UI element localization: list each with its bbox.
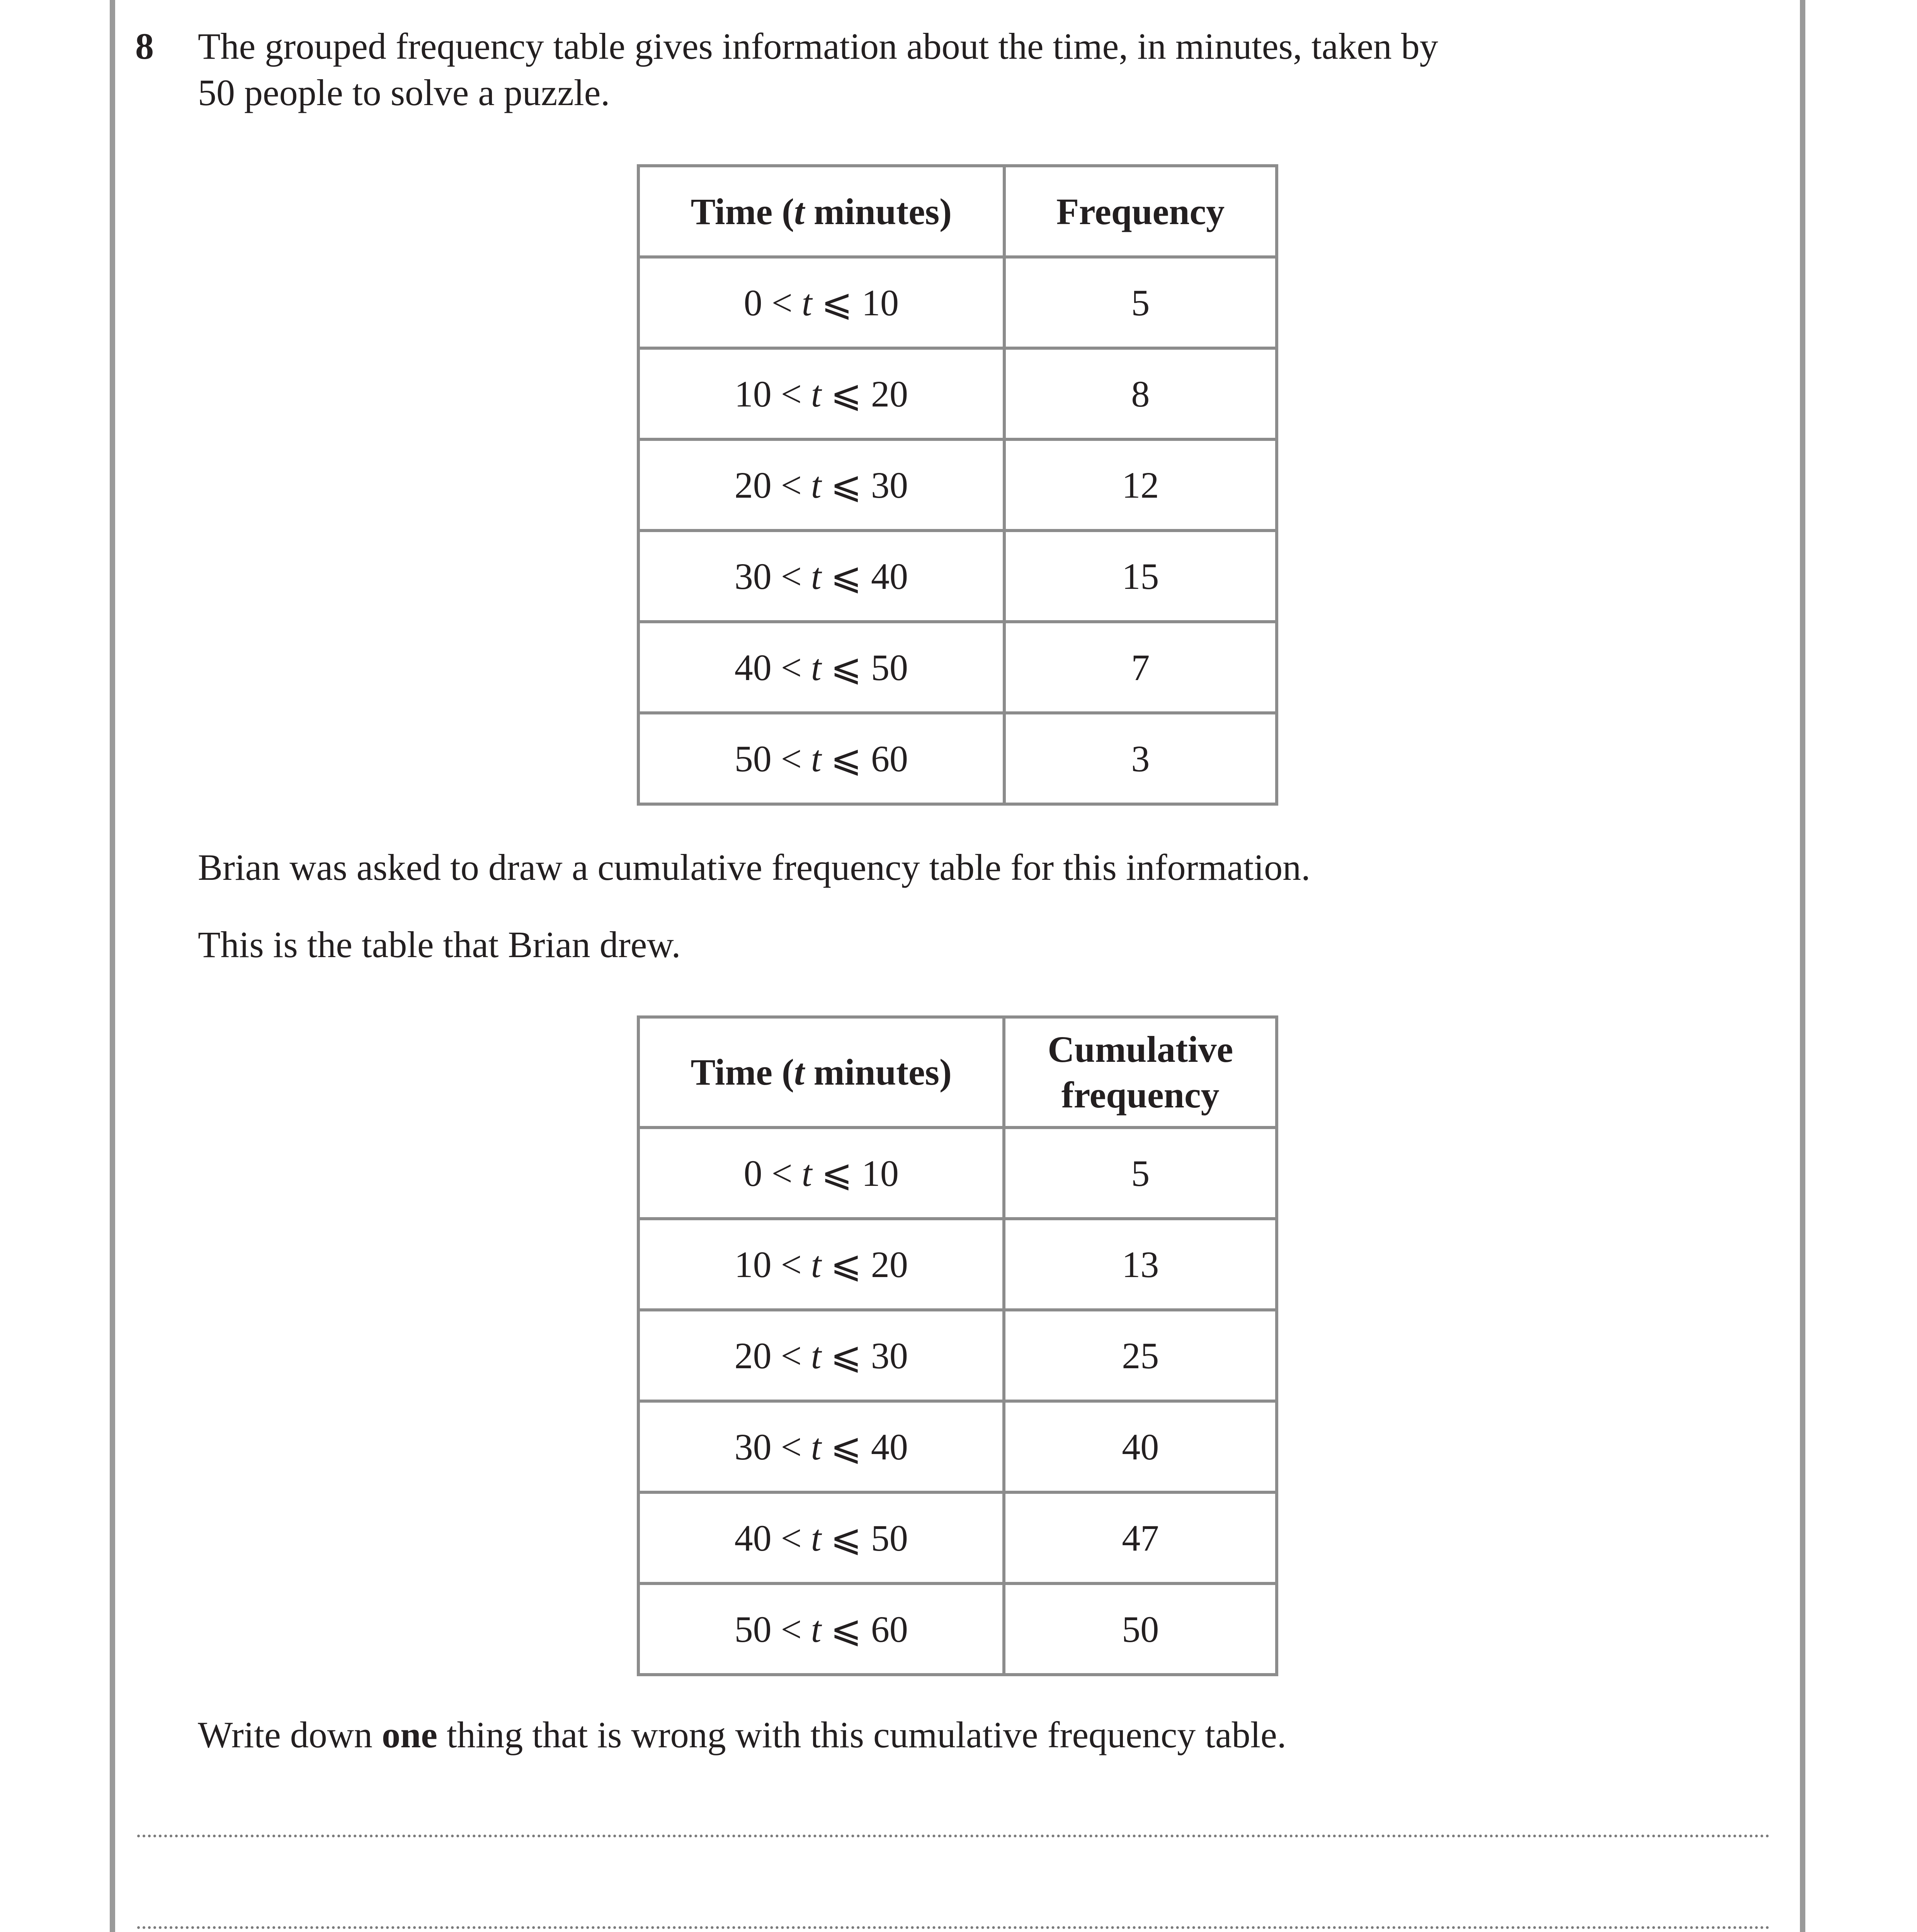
time-interval-cell: 30 < t ⩽ 40 — [638, 531, 1004, 622]
emphasis-one: one — [382, 1714, 438, 1755]
value-cell: 3 — [1004, 713, 1277, 804]
value-cell: 47 — [1004, 1492, 1277, 1583]
value-cell: 8 — [1004, 348, 1277, 439]
table-row — [638, 257, 1277, 348]
question-number: 8 — [135, 26, 154, 67]
instruction-text: Write down one thing that is wrong with this cumulative frequency table. — [198, 1714, 1286, 1755]
value-cell: 7 — [1004, 622, 1277, 713]
table-row — [638, 439, 1277, 531]
time-interval-cell: 20 < t ⩽ 30 — [638, 1310, 1004, 1401]
cumulative-frequency-table — [637, 1015, 1278, 1676]
table-row — [638, 1583, 1277, 1675]
page-border-left — [110, 0, 115, 1932]
frequency-table-header — [638, 166, 1277, 257]
question-intro-line-1: The grouped frequency table gives information about the time, in minutes, taken by — [198, 26, 1438, 67]
time-interval-cell: 10 < t ⩽ 20 — [638, 1219, 1004, 1310]
answer-line[interactable] — [137, 1926, 1770, 1929]
value-cell: 5 — [1004, 257, 1277, 348]
question-intro-line-2: 50 people to solve a puzzle. — [198, 72, 610, 113]
table-row — [638, 348, 1277, 439]
time-interval-cell: 30 < t ⩽ 40 — [638, 1401, 1004, 1492]
frequency-column-header: Frequency — [1004, 166, 1277, 257]
table-row — [638, 1219, 1277, 1310]
brian-asked-text: Brian was asked to draw a cumulative frequency table for this information. — [198, 847, 1311, 888]
table-row — [638, 1492, 1277, 1583]
cumulative-frequency-column-header: Cumulative frequency — [1004, 1017, 1277, 1128]
time-column-header: Time (t minutes) — [638, 166, 1004, 257]
table-row — [638, 531, 1277, 622]
value-cell: 13 — [1004, 1219, 1277, 1310]
time-interval-cell: 0 < t ⩽ 10 — [638, 1128, 1004, 1219]
time-interval-cell: 40 < t ⩽ 50 — [638, 622, 1004, 713]
value-cell: 12 — [1004, 439, 1277, 531]
brian-drew-text: This is the table that Brian drew. — [198, 924, 681, 965]
value-cell: 50 — [1004, 1583, 1277, 1675]
value-cell: 15 — [1004, 531, 1277, 622]
time-interval-cell: 0 < t ⩽ 10 — [638, 257, 1004, 348]
answer-line[interactable] — [137, 1835, 1770, 1837]
cumulative-table-header — [638, 1017, 1277, 1128]
table-row — [638, 1401, 1277, 1492]
table-row — [638, 622, 1277, 713]
time-column-header: Time (t minutes) — [638, 1017, 1004, 1128]
value-cell: 5 — [1004, 1128, 1277, 1219]
table-row — [638, 713, 1277, 804]
question-intro — [198, 23, 1438, 116]
time-interval-cell: 40 < t ⩽ 50 — [638, 1492, 1004, 1583]
time-interval-cell: 50 < t ⩽ 60 — [638, 1583, 1004, 1675]
value-cell: 40 — [1004, 1401, 1277, 1492]
time-interval-cell: 20 < t ⩽ 30 — [638, 439, 1004, 531]
value-cell: 25 — [1004, 1310, 1277, 1401]
page-border-right — [1800, 0, 1805, 1932]
frequency-table — [637, 164, 1278, 806]
time-interval-cell: 10 < t ⩽ 20 — [638, 348, 1004, 439]
time-interval-cell: 50 < t ⩽ 60 — [638, 713, 1004, 804]
table-row — [638, 1310, 1277, 1401]
table-row — [638, 1128, 1277, 1219]
